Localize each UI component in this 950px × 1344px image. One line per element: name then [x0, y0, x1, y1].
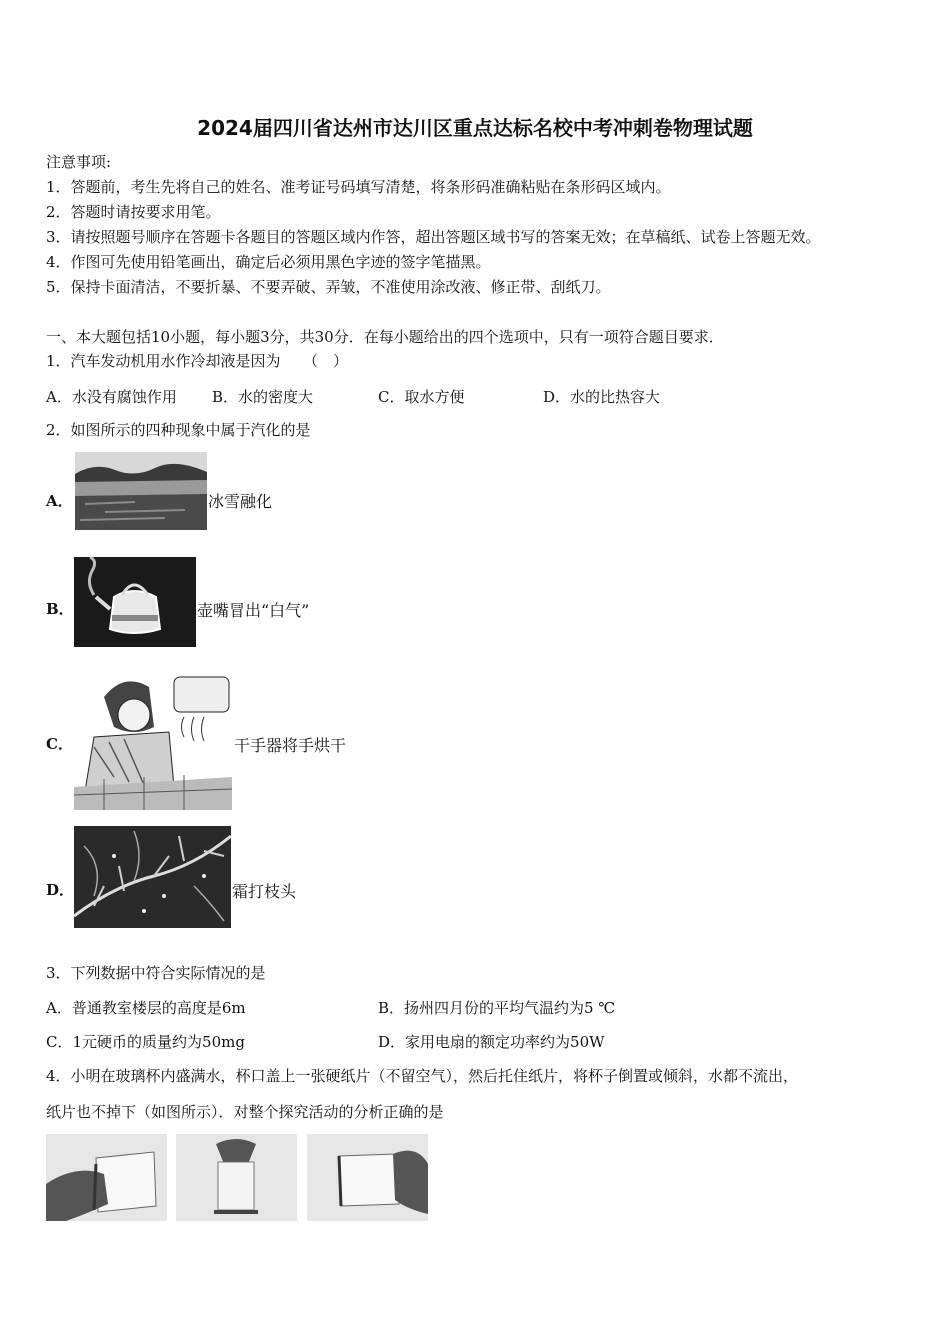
cup-tilted-right-image	[307, 1134, 428, 1221]
notice-item: 3．请按照题号顺序在答题卡各题目的答题区域内作答，超出答题区域书写的答案无效；在草稿纸、试卷上答题无效。	[46, 228, 821, 246]
melting-snow-landscape-image	[75, 452, 207, 530]
q1-option-b: B．水的密度大	[212, 388, 314, 406]
q3-option-d: D．家用电扇的额定功率约为50W	[378, 1033, 605, 1051]
q2-option-c-caption: 干手器将手烘干	[234, 736, 347, 755]
q1-option-c: C．取水方便	[378, 388, 465, 406]
q1-option-a: A．水没有腐蚀作用	[46, 388, 177, 406]
page-title: 2024届四川省达州市达川区重点达标名校中考冲刺卷物理试题	[197, 116, 753, 140]
cup-inverted-image	[176, 1134, 297, 1221]
notice-item: 4．作图可先使用铅笔画出，确定后必须用黑色字迹的签字笔描黑。	[46, 253, 491, 271]
q3-option-c: C．1元硬币的质量约为50mg	[46, 1033, 245, 1051]
q2-option-c-label: C．	[46, 735, 73, 753]
frost-branches-image	[74, 826, 231, 928]
question-4-stem-line1: 4．小明在玻璃杯内盛满水，杯口盖上一张硬纸片（不留空气），然后托住纸片，将杯子倒置或倾斜，水都不流出，	[46, 1067, 799, 1085]
q2-option-d-caption: 霜打枝头	[232, 882, 297, 901]
section-heading: 一、本大题包括10小题，每小题3分，共30分．在每小题给出的四个选项中，只有一项符合题目要求．	[46, 328, 724, 346]
question-2-stem: 2．如图所示的四种现象中属于汽化的是	[46, 421, 311, 439]
hand-dryer-image	[74, 667, 232, 810]
kettle-steam-image	[74, 557, 196, 647]
q2-option-a-caption: 冰雪融化	[208, 492, 273, 511]
q1-option-d: D．水的比热容大	[543, 388, 661, 406]
cup-tilted-left-image	[46, 1134, 167, 1221]
notice-item: 2．答题时请按要求用笔。	[46, 203, 221, 221]
notice-heading: 注意事项:	[46, 153, 112, 171]
question-3-stem: 3．下列数据中符合实际情况的是	[46, 964, 266, 982]
q3-option-a: A．普通教室楼层的高度是6m	[46, 999, 246, 1017]
notice-item: 1．答题前，考生先将自己的姓名、准考证号码填写清楚，将条形码准确粘贴在条形码区域内。	[46, 178, 671, 196]
q2-option-b-label: B．	[46, 600, 74, 618]
q2-option-d-label: D．	[46, 881, 75, 899]
q2-option-a-label: A．	[46, 492, 73, 510]
q2-option-b-caption: 壶嘴冒出“白气”	[197, 601, 310, 620]
question-1-stem: 1．汽车发动机用水作冷却液是因为 （ ）	[46, 352, 349, 370]
notice-item: 5．保持卡面清洁，不要折暴、不要弄破、弄皱，不准使用涂改液、修正带、刮纸刀。	[46, 278, 611, 296]
q3-option-b: B．扬州四月份的平均气温约为5 ℃	[378, 999, 616, 1017]
question-4-stem-line2: 纸片也不掉下（如图所示）．对整个探究活动的分析正确的是	[46, 1103, 444, 1121]
